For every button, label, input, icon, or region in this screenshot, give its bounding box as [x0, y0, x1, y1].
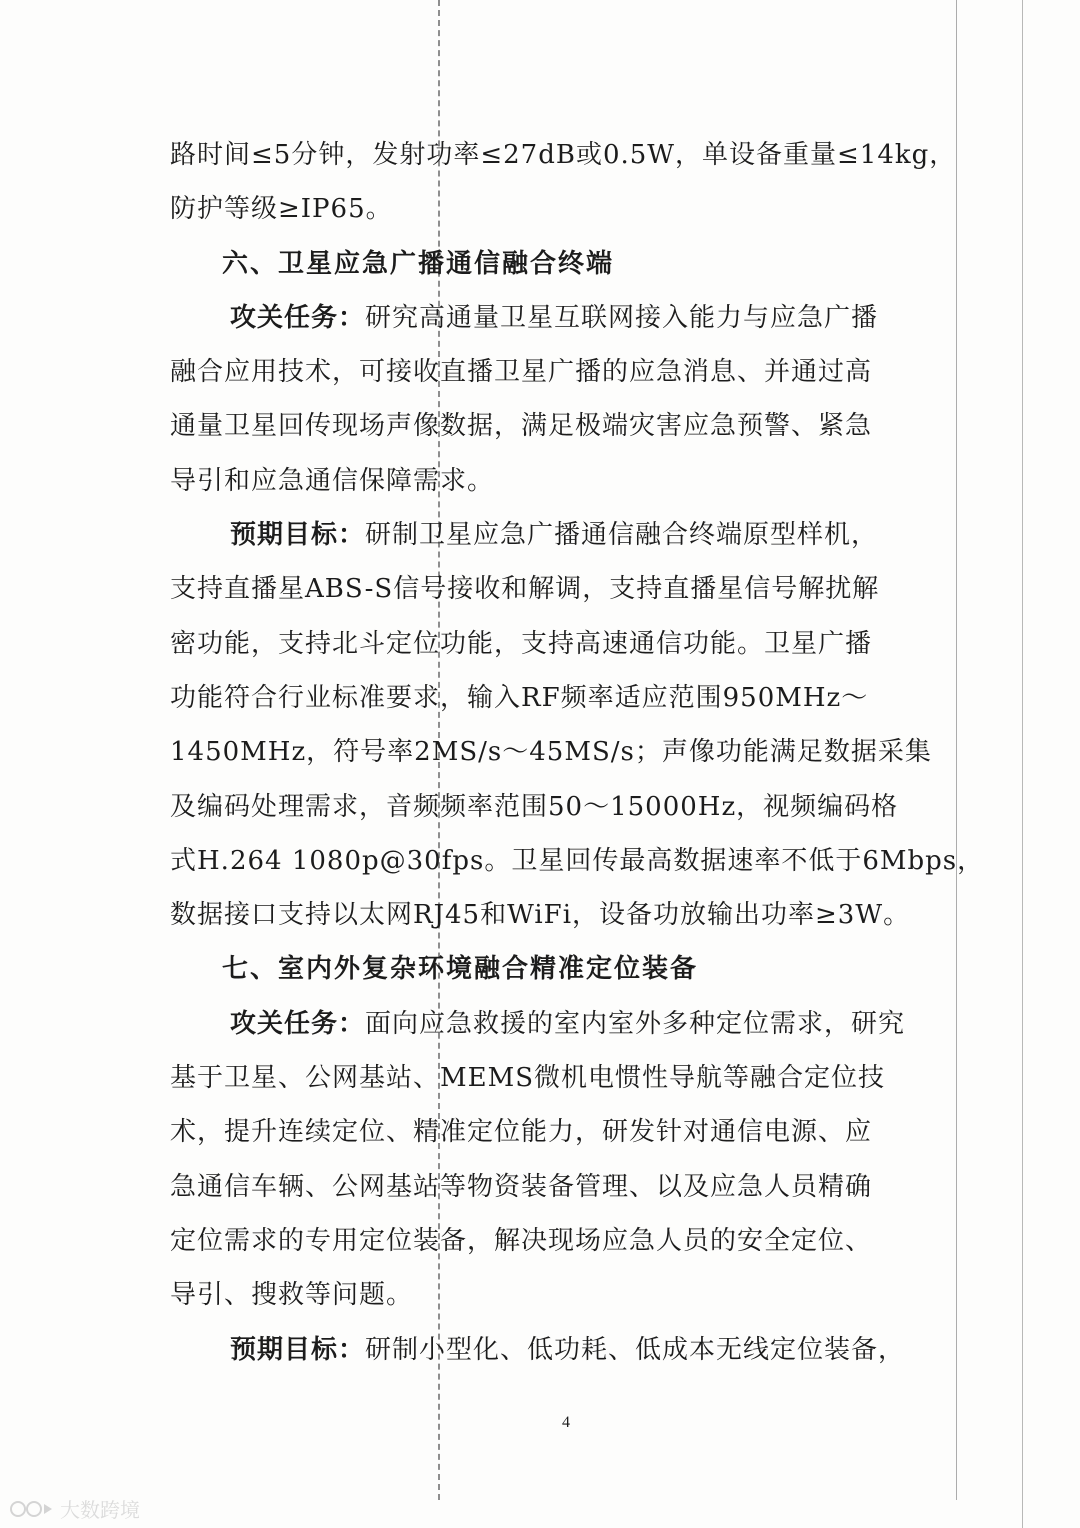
text-line: 路时间≤5分钟，发射功率≤27dB或0.5W，单设备重量≤14kg， — [170, 140, 957, 170]
text-span: 研制卫星应急广播通信融合终端原型样机， — [365, 520, 879, 551]
goal-label: 预期目标： — [230, 1334, 366, 1365]
text-line: 密功能，支持北斗定位功能，支持高速通信功能。卫星广播 — [170, 628, 873, 659]
text-span: 面向应急救援的室内室外多种定位需求，研究 — [365, 1008, 906, 1039]
section-heading: 七、室内外复杂环境融合精准定位装备 — [222, 954, 699, 985]
text-line: 导引和应急通信保障需求。 — [170, 465, 495, 496]
goal-label: 预期目标： — [230, 520, 366, 551]
text-line: 支持直播星ABS-S信号接收和解调，支持直播星信号解扰解 — [170, 574, 880, 605]
text-line: 融合应用技术，可接收直播卫星广播的应急消息、并通过高 — [170, 357, 873, 388]
body-text — [170, 128, 985, 1377]
text-span: 研究高通量卫星互联网接入能力与应急广播 — [365, 302, 879, 333]
watermark — [8, 1494, 140, 1523]
text-line: 定位需求的专用定位装备，解决现场应急人员的安全定位、 — [170, 1225, 873, 1256]
text-span: 研制小型化、低功耗、低成本无线定位装备， — [365, 1334, 906, 1365]
paragraph-line — [170, 508, 940, 562]
paragraph-line — [170, 997, 940, 1051]
watermark-text: 大数跨境 — [60, 1498, 140, 1522]
text-line: 式H.264 1080p@30fps。卫星回传最高数据速率不低于6Mbps， — [170, 845, 985, 876]
text-line: 防护等级≥IP65。 — [170, 194, 393, 225]
task-label: 攻关任务： — [230, 302, 366, 333]
paragraph-line — [170, 291, 940, 345]
page-number: 4 — [562, 1414, 570, 1431]
text-line: 通量卫星回传现场声像数据，满足极端灾害应急预警、紧急 — [170, 411, 873, 442]
text-line: 数据接口支持以太网RJ45和WiFi，设备功放输出功率≥3W。 — [170, 900, 911, 931]
watermark-logo-icon — [8, 1499, 54, 1519]
paragraph-line — [170, 1323, 940, 1377]
text-line: 术，提升连续定位、精准定位能力，研发针对通信电源、应 — [170, 1117, 873, 1148]
scan-edge-line — [1022, 0, 1023, 1528]
text-line: 1450MHz，符号率2MS/s～45MS/s；声像功能满足数据采集 — [170, 737, 932, 768]
margin-line — [956, 0, 957, 1500]
text-line: 急通信车辆、公网基站等物资装备管理、以及应急人员精确 — [170, 1171, 873, 1202]
text-line: 及编码处理需求，音频频率范围50～15000Hz，视频编码格 — [170, 791, 899, 822]
task-label: 攻关任务： — [230, 1008, 366, 1039]
text-line: 导引、搜救等问题。 — [170, 1280, 414, 1311]
section-heading: 六、卫星应急广播通信融合终端 — [222, 248, 615, 279]
text-line: 功能符合行业标准要求，输入RF频率适应范围950MHz～ — [170, 682, 869, 713]
text-line: 基于卫星、公网基站、MEMS微机电惯性导航等融合定位技 — [170, 1063, 886, 1094]
